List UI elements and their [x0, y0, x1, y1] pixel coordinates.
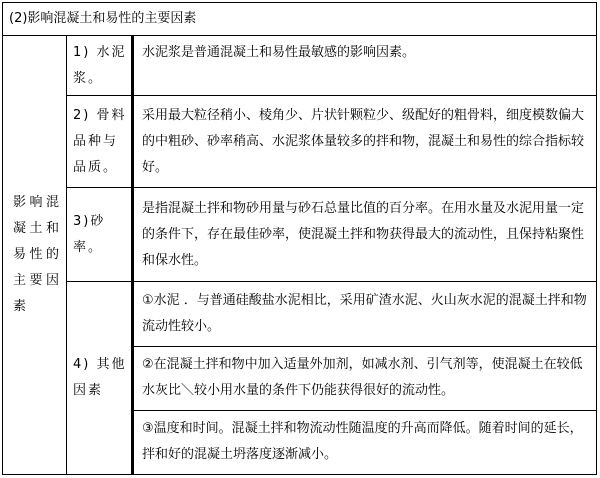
- other-factors-list: [134, 282, 596, 473]
- desc-sand-ratio: 是指混凝土拌和物砂用量与砂石总量比值的百分率。在用水量及水泥用量一定的条件下，存在最佳砂率，使混凝土拌和物获得最大的流动性，且保持粘聚性和保水性。: [134, 188, 597, 282]
- factor-other: 4) 其他因素: [67, 282, 134, 475]
- factors-table: [2, 2, 597, 475]
- other-factor-item: ①水泥 ．与普通硅酸盐水泥相比，采用矿渣水泥、火山灰水泥的混凝土拌和物流动性较小。: [134, 282, 596, 346]
- factor-sand-ratio: 3)砂率。: [67, 188, 134, 282]
- factor-cement-paste: 1) 水泥浆。: [67, 36, 134, 96]
- other-factor-item: ③温度和时间。混凝土拌和物流动性随温度的升高而降低。随着时间的延长，拌和好的混凝土坍落度逐渐减小。: [142, 420, 583, 462]
- other-factors-cell: [134, 282, 597, 475]
- desc-aggregate: 采用最大粒径稍小、棱角少、片状针颗粒少、级配好的粗骨料，细度模数偏大的中粗砂、砂率稍高、水泥浆体量较多的拌和物，混凝土和易性的综合指标较好。: [134, 96, 597, 188]
- other-factor-item: ②在混凝土拌和物中加入适量外加剂，如减水剂、引气剂等，使混凝土在较低水灰比＼较小用水量的条件下仍能获得很好的流动性。: [134, 346, 596, 410]
- factor-aggregate: 2) 骨料品种与品质。: [67, 96, 134, 188]
- left-label: 影响混凝土和易性的主要因素: [3, 36, 67, 475]
- table-header: (2)影响混凝土和易性的主要因素: [3, 3, 597, 36]
- desc-cement-paste: 水泥浆是普通混凝土和易性最敏感的影响因素。: [134, 36, 597, 96]
